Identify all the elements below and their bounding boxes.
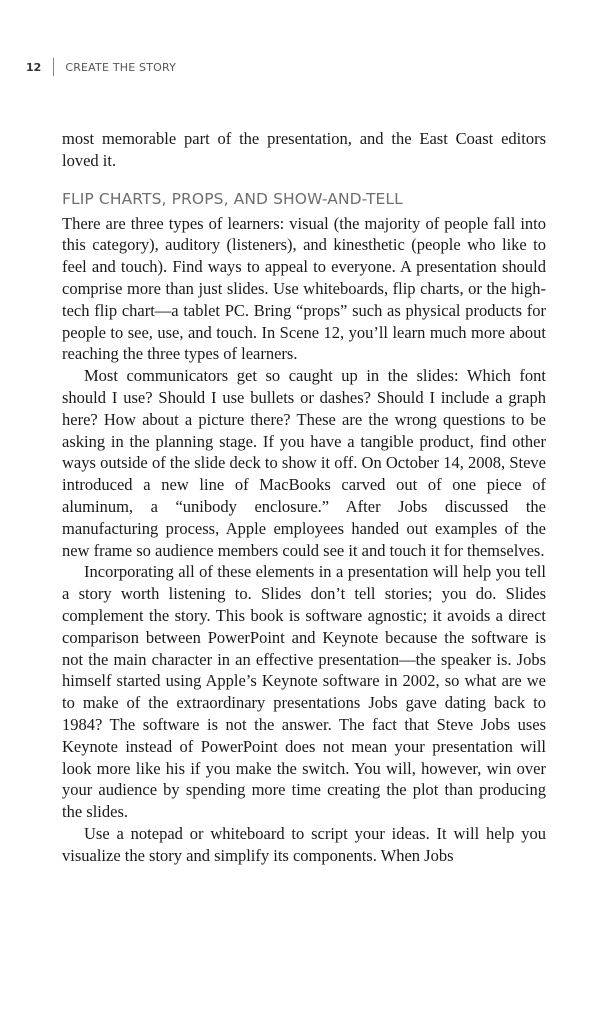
page-body [62,128,546,867]
body-paragraph: Incorporating all of these elements in a presentation will help you tell a story worth listening to. Slides don’t tell stories; you do. Slides complement the story. This book is software agnostic; it avoids a direct comparison between PowerPoint and Keynote because the software is not the main character in an effective presentation—the speaker is. Jobs himself started using Apple’s Keynote software in 2002, so what are we to make of the extraordinary presentations Jobs gave dating back to 1984? The software is not the answer. The fact that Steve Jobs uses Keynote instead of PowerPoint does not mean your presentation will look more like his if you make the switch. You will, however, win over your audience by spending more time creating the plot than producing the slides. [62,562,546,822]
section-heading: FLIP CHARTS, PROPS, AND SHOW-AND-TELL [62,189,403,208]
intro-paragraph: most memorable part of the presentation, and the East Coast editors loved it. [62,129,546,170]
body-paragraph: There are three types of learners: visual (the majority of people fall into this category), auditory (listeners), and kinesthetic (people who like to feel and touch). Find ways to appeal to everyone. A presentation should comprise more than just slides. Use whiteboards, flip charts, or the high-tech flip chart—a tablet PC. Bring “props” such as physical products for people to see, use, and touch. In Scene 12, you’ll learn much more about reaching the three types of learners. [62,213,546,364]
page-number: 12 [26,60,42,74]
body-paragraph: Use a notepad or whiteboard to script your ideas. It will help you visualize the story and simplify its components. When Jobs [62,823,546,865]
page-header [26,57,176,77]
running-head: CREATE THE STORY [65,60,177,74]
body-paragraph: Most communicators get so caught up in the slides: Which font should I use? Should I use bullets or dashes? Should I include a graph here? How about a picture there? These are the wrong questions to be asking in the planning stage. If you have a tangible product, find other ways outside of the slide deck to show it off. On October 14, 2008, Steve introduced a new line of MacBooks carved out of one piece of aluminum, a “unibody enclosure.” After Jobs discussed the manufacturing process, Apple employees handed out examples of the new frame so audience members could see it and touch it for themselves. [62,366,546,560]
header-divider [53,58,54,76]
